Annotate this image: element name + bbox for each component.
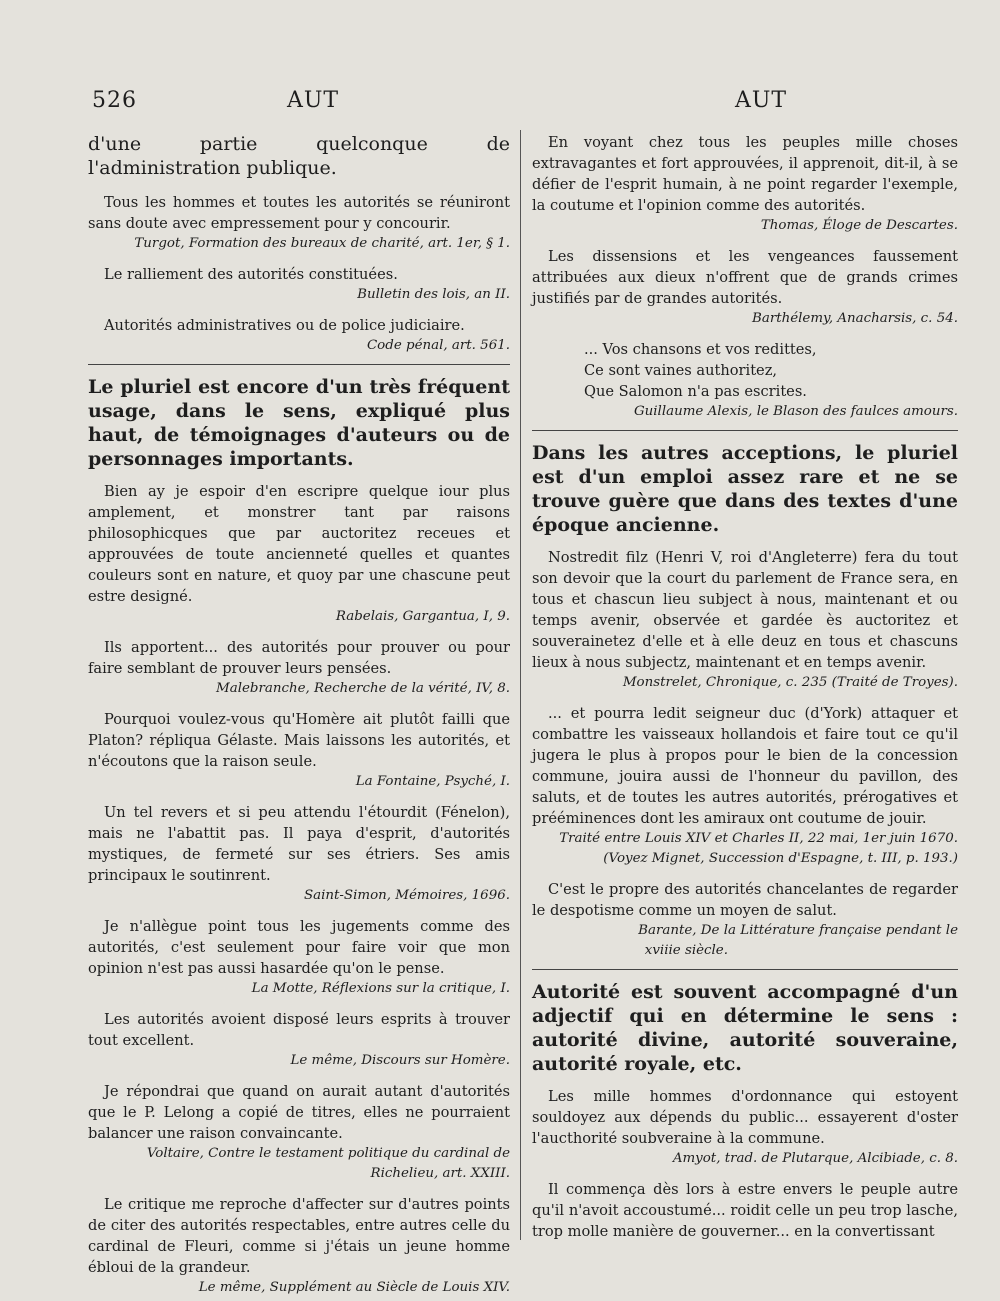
page-number: 526 [92,88,137,113]
quotation: Le ralliement des autorités constituées. [104,266,398,283]
quotation: En voyant chez tous les peuples mille choses extravagantes et fort approuvées, il apprenoit, dit-il, à se défier de l'esprit humain, à ne point regarder l'exemple, la coutume et l'opinion comme des autorités. [532,134,958,214]
section-rule [532,969,958,970]
citation: Amyot, trad. de Plutarque, Alcibiade, c. 8. [672,1151,958,1166]
section-heading: Le pluriel est encore d'un très fréquent usage, dans le sens, expliqué plus haut, de témoignages d'auteurs ou de personnages importants. [88,376,510,470]
citation: La Fontaine, Psyché, I. [355,774,510,789]
quotation: ... et pourra ledit seigneur duc (d'York) attaquer et combattre les vaisseaux hollandois et faire tout ce qu'il jugera le plus à propos pour le bien de la concession commune, jouira aussi de l'honneur du pavillon, des saluts, et de toutes les autres autorités, prérogatives et prééminences dont les amiraux ont coutume de jouir. [532,705,958,827]
quotation: Il commença dès lors à estre envers le peuple autre qu'il n'avoit accoustumé... roidit celle un peu trop lasche, trop molle manière de gouverner... en la convertissant [532,1181,958,1240]
citation: Voltaire, Contre le testament politique du cardinal de Richelieu, art. XXIII. [146,1146,510,1181]
quotation: Les autorités avoient disposé leurs esprits à trouver tout excellent. [88,1011,510,1049]
citation: Monstrelet, Chronique, c. 235 (Traité de Troyes). [622,675,958,690]
citation: Guillaume Alexis, le Blason des faulces amours. [633,404,958,419]
continuation-text: d'une partie quelconque de l'administration publique. [88,133,510,179]
quotation: Le critique me reproche d'affecter sur d'autres points de citer des autorités respectables, entre autres celle du cardinal de Fleuri, comme si j'étais un jeune homme ébloui de la grandeur. [88,1196,510,1276]
quotation: Nostredit filz (Henri V, roi d'Angleterre) fera du tout son devoir que la court du parlement de France sera, en tous et chascun lieu subject à nous, maintenant et ou temps avenir, observée et gardée ès auctoritez et souverainetez d'elle et à elle deuz en tous et chascuns lieux à nous subjectz, maintenant et en temps avenir. [532,549,958,671]
citation: (Voyez Mignet, Succession d'Espagne, t. III, p. 193.) [603,851,958,866]
citation: Barante, De la Littérature française pendant le [638,923,958,938]
section-rule [88,364,510,365]
verse-line: ... Vos chansons et vos redittes, [584,341,817,358]
quotation: Je répondrai que quand on aurait autant d'autorités que le P. Lelong a copié de titres, elles ne pourraient balancer une raison convaincante. [88,1083,510,1142]
quotation: Bien ay je espoir d'en escripre quelque iour plus amplement, et monstrer tant par raisons philosophicques que par auctoritez receues et approuvées de toute ancienneté quelles et quantes couleurs sont en nature, et quoy par une chascune peut estre designé. [88,483,510,605]
quotation: Pourquoi voulez-vous qu'Homère ait plutôt failli que Platon? répliqua Gélaste. Mais laissons les autorités, et n'écoutons que la raison seule. [88,711,510,770]
running-head-left: AUT [287,88,340,113]
citation: Le même, Discours sur Homère. [290,1053,510,1068]
quotation: Les mille hommes d'ordonnance qui estoyent souldoyez aux dépends du public... essayerent d'oster l'aucthorité soubveraine à la commune. [532,1088,958,1147]
verse-line: Ce sont vaines authoritez, [584,362,778,379]
citation: Saint-Simon, Mémoires, 1696. [303,888,510,903]
quotation: Je n'allègue point tous les jugements comme des autorités, c'est seulement pour faire voir que mon opinion n'est pas aussi hasardée qu'on le pense. [88,918,510,977]
quotation: Ils apportent... des autorités pour prouver ou pour faire semblant de prouver leurs pensées. [88,639,510,677]
right-column [532,132,958,1242]
quotation: C'est le propre des autorités chancelantes de regarder le despotisme comme un moyen de salut. [532,881,958,919]
running-head-right: AUT [735,88,788,113]
verse-line: Que Salomon n'a pas escrites. [584,383,807,400]
citation: Barthélemy, Anacharsis, c. 54. [752,311,958,326]
citation: La Motte, Réflexions sur la critique, I. [251,981,510,996]
citation: Thomas, Éloge de Descartes. [760,218,958,233]
quotation: Tous les hommes et toutes les autorités se réuniront sans doute avec empressement pour y concourir. [88,194,510,232]
section-rule [532,430,958,431]
quotation: Un tel revers et si peu attendu l'étourdit (Fénelon), mais ne l'abattit pas. Il paya d'esprit, d'autorités mystiques, de fermeté sur ses étriers. Ses amis principaux le soutinrent. [88,804,510,884]
section-heading: Autorité est souvent accompagné d'un adjectif qui en détermine le sens : autorité divine, autorité souveraine, autorité royale, etc. [532,981,958,1075]
section-heading: Dans les autres acceptions, le pluriel est d'un emploi assez rare et ne se trouve guère que dans des textes d'une époque ancienne. [532,442,958,536]
quotation: Les dissensions et les vengeances faussement attribuées aux dieux n'offrent que de grands crimes justifiés par de grandes autorités. [532,248,958,307]
verse-quotation [532,339,958,402]
citation: Le même, Supplément au Siècle de Louis XIV. [198,1280,510,1295]
citation: Traité entre Louis XIV et Charles II, 22 mai, 1er juin 1670. [559,831,958,846]
citation: Rabelais, Gargantua, I, 9. [335,609,510,624]
citation: Turgot, Formation des bureaux de charité, art. 1er, § 1. [134,236,510,251]
citation: Code pénal, art. 561. [366,338,510,353]
citation: Malebranche, Recherche de la vérité, IV, 8. [216,681,510,696]
citation: xviiie siècle. [644,943,728,958]
left-column [88,132,510,1298]
quotation: Autorités administratives ou de police judiciaire. [104,317,465,334]
column-divider [520,130,521,1240]
citation: Bulletin des lois, an II. [357,287,510,302]
